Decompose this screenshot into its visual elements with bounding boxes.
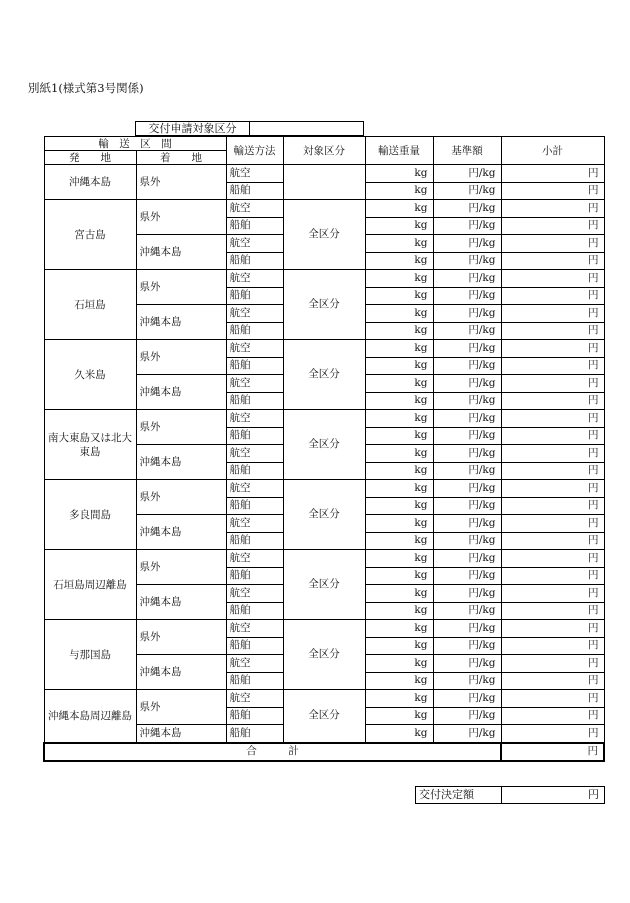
- rate-input[interactable]: 円/kg: [433, 515, 501, 533]
- category-cell: 全区分: [283, 340, 365, 410]
- destination-cell: 県外: [136, 620, 226, 655]
- weight-input[interactable]: kg: [365, 165, 433, 183]
- method-cell: 船舶: [226, 602, 283, 620]
- category-cell: [283, 165, 365, 200]
- total-amount[interactable]: 円: [501, 743, 604, 761]
- weight-input[interactable]: kg: [365, 462, 433, 480]
- method-cell: 船舶: [226, 182, 283, 200]
- category-cell: 全区分: [283, 410, 365, 480]
- weight-input[interactable]: kg: [365, 637, 433, 655]
- grant-decision-amount[interactable]: 円: [502, 787, 605, 804]
- weight-input[interactable]: kg: [365, 620, 433, 638]
- subtotal-input[interactable]: 円: [501, 515, 604, 533]
- category-cell: 全区分: [283, 200, 365, 270]
- method-cell: 船舶: [226, 672, 283, 690]
- weight-input[interactable]: kg: [365, 322, 433, 340]
- method-cell: 船舶: [226, 357, 283, 375]
- subtotal-input[interactable]: 円: [501, 655, 604, 673]
- subtotal-input[interactable]: 円: [501, 480, 604, 498]
- rate-input[interactable]: 円/kg: [433, 235, 501, 253]
- method-cell: 航空: [226, 690, 283, 708]
- header-origin: 発 地: [44, 151, 136, 165]
- application-category-box: [135, 121, 364, 136]
- subtotal-input[interactable]: 円: [501, 497, 604, 515]
- grant-decision-label: 交付決定額: [416, 787, 502, 804]
- weight-input[interactable]: kg: [365, 305, 433, 323]
- header-subtotal: 小計: [501, 137, 604, 165]
- rate-input[interactable]: 円/kg: [433, 165, 501, 183]
- weight-input[interactable]: kg: [365, 235, 433, 253]
- weight-input[interactable]: kg: [365, 427, 433, 445]
- method-cell: 航空: [226, 305, 283, 323]
- origin-cell: 南大東島又は北大東島: [44, 410, 136, 480]
- weight-input[interactable]: kg: [365, 357, 433, 375]
- method-cell: 船舶: [226, 567, 283, 585]
- subtotal-input[interactable]: 円: [501, 217, 604, 235]
- destination-cell: 沖縄本島: [136, 375, 226, 410]
- destination-cell: 沖縄本島: [136, 725, 226, 743]
- destination-cell: 県外: [136, 200, 226, 235]
- weight-input[interactable]: kg: [365, 707, 433, 725]
- rate-input[interactable]: 円/kg: [433, 392, 501, 410]
- destination-cell: 県外: [136, 410, 226, 445]
- subtotal-input[interactable]: 円: [501, 392, 604, 410]
- destination-cell: 沖縄本島: [136, 445, 226, 480]
- subtotal-input[interactable]: 円: [501, 322, 604, 340]
- weight-input[interactable]: kg: [365, 217, 433, 235]
- weight-input[interactable]: kg: [365, 182, 433, 200]
- subtotal-input[interactable]: 円: [501, 602, 604, 620]
- method-cell: 航空: [226, 445, 283, 463]
- rate-input[interactable]: 円/kg: [433, 672, 501, 690]
- rate-input[interactable]: 円/kg: [433, 497, 501, 515]
- method-cell: 船舶: [226, 462, 283, 480]
- subtotal-input[interactable]: 円: [501, 672, 604, 690]
- subtotal-input[interactable]: 円: [501, 707, 604, 725]
- subtotal-input[interactable]: 円: [501, 270, 604, 288]
- method-cell: 船舶: [226, 322, 283, 340]
- destination-cell: 県外: [136, 690, 226, 725]
- weight-input[interactable]: kg: [365, 392, 433, 410]
- origin-cell: 多良間島: [44, 480, 136, 550]
- rate-input[interactable]: 円/kg: [433, 550, 501, 568]
- category-cell: 全区分: [283, 550, 365, 620]
- subtotal-input[interactable]: 円: [501, 165, 604, 183]
- category-cell: 全区分: [283, 690, 365, 743]
- method-cell: 船舶: [226, 287, 283, 305]
- header-row-1: [44, 137, 604, 151]
- method-cell: 航空: [226, 235, 283, 253]
- weight-input[interactable]: kg: [365, 200, 433, 218]
- weight-input[interactable]: kg: [365, 340, 433, 358]
- subtotal-input[interactable]: 円: [501, 252, 604, 270]
- method-cell: 航空: [226, 375, 283, 393]
- method-cell: 船舶: [226, 497, 283, 515]
- weight-input[interactable]: kg: [365, 287, 433, 305]
- method-cell: 航空: [226, 340, 283, 358]
- weight-input[interactable]: kg: [365, 672, 433, 690]
- rate-input[interactable]: 円/kg: [433, 445, 501, 463]
- weight-input[interactable]: kg: [365, 375, 433, 393]
- rate-input[interactable]: 円/kg: [433, 287, 501, 305]
- header-category: 対象区分: [283, 137, 365, 165]
- subtotal-input[interactable]: 円: [501, 182, 604, 200]
- rate-input[interactable]: 円/kg: [433, 322, 501, 340]
- rate-input[interactable]: 円/kg: [433, 200, 501, 218]
- method-cell: 航空: [226, 655, 283, 673]
- rate-input[interactable]: 円/kg: [433, 462, 501, 480]
- weight-input[interactable]: kg: [365, 567, 433, 585]
- header-weight: 輸送重量: [365, 137, 433, 165]
- table-row: [44, 480, 604, 498]
- weight-input[interactable]: kg: [365, 725, 433, 743]
- table-row: [44, 620, 604, 638]
- destination-cell: 沖縄本島: [136, 515, 226, 550]
- method-cell: 航空: [226, 200, 283, 218]
- subtotal-input[interactable]: 円: [501, 427, 604, 445]
- subtotal-input[interactable]: 円: [501, 637, 604, 655]
- subtotal-input[interactable]: 円: [501, 357, 604, 375]
- rate-input[interactable]: 円/kg: [433, 270, 501, 288]
- weight-input[interactable]: kg: [365, 550, 433, 568]
- destination-cell: 沖縄本島: [136, 235, 226, 270]
- rate-input[interactable]: 円/kg: [433, 427, 501, 445]
- weight-input[interactable]: kg: [365, 532, 433, 550]
- destination-cell: 県外: [136, 165, 226, 200]
- method-cell: 船舶: [226, 427, 283, 445]
- destination-cell: 沖縄本島: [136, 655, 226, 690]
- destination-cell: 県外: [136, 480, 226, 515]
- method-cell: 船舶: [226, 637, 283, 655]
- subtotal-input[interactable]: 円: [501, 375, 604, 393]
- rate-input[interactable]: 円/kg: [433, 357, 501, 375]
- destination-cell: 県外: [136, 550, 226, 585]
- weight-input[interactable]: kg: [365, 655, 433, 673]
- header-destination: 着 地: [136, 151, 226, 165]
- destination-cell: 沖縄本島: [136, 585, 226, 620]
- header-section: 輸 送 区 間: [44, 137, 226, 151]
- weight-input[interactable]: kg: [365, 410, 433, 428]
- method-cell: 船舶: [226, 217, 283, 235]
- document-label: 別紙1(様式第3号関係): [28, 81, 144, 95]
- origin-cell: 久米島: [44, 340, 136, 410]
- rate-input[interactable]: 円/kg: [433, 655, 501, 673]
- table-row: [44, 340, 604, 358]
- origin-cell: 石垣島: [44, 270, 136, 340]
- weight-input[interactable]: kg: [365, 690, 433, 708]
- weight-input[interactable]: kg: [365, 252, 433, 270]
- subtotal-input[interactable]: 円: [501, 550, 604, 568]
- destination-cell: 沖縄本島: [136, 305, 226, 340]
- method-cell: 船舶: [226, 252, 283, 270]
- table-row: [44, 165, 604, 183]
- rate-input[interactable]: 円/kg: [433, 532, 501, 550]
- method-cell: 航空: [226, 550, 283, 568]
- rate-input[interactable]: 円/kg: [433, 305, 501, 323]
- rate-input[interactable]: 円/kg: [433, 620, 501, 638]
- transport-table: [43, 136, 605, 762]
- rate-input[interactable]: 円/kg: [433, 690, 501, 708]
- category-cell: 全区分: [283, 270, 365, 340]
- method-cell: 航空: [226, 165, 283, 183]
- subtotal-input[interactable]: 円: [501, 620, 604, 638]
- table-row: [44, 410, 604, 428]
- weight-input[interactable]: kg: [365, 585, 433, 603]
- method-cell: 船舶: [226, 725, 283, 743]
- rate-input[interactable]: 円/kg: [433, 217, 501, 235]
- table-row: [44, 690, 604, 708]
- category-cell: 全区分: [283, 480, 365, 550]
- method-cell: 航空: [226, 620, 283, 638]
- total-label: 合 計: [44, 743, 501, 761]
- weight-input[interactable]: kg: [365, 270, 433, 288]
- table-row: [44, 550, 604, 568]
- subtotal-input[interactable]: 円: [501, 200, 604, 218]
- method-cell: 航空: [226, 585, 283, 603]
- subtotal-input[interactable]: 円: [501, 287, 604, 305]
- rate-input[interactable]: 円/kg: [433, 637, 501, 655]
- total-row: [44, 743, 604, 761]
- rate-input[interactable]: 円/kg: [433, 375, 501, 393]
- rate-input[interactable]: 円/kg: [433, 602, 501, 620]
- weight-input[interactable]: kg: [365, 480, 433, 498]
- origin-cell: 沖縄本島: [44, 165, 136, 200]
- category-cell: 全区分: [283, 620, 365, 690]
- subtotal-input[interactable]: 円: [501, 235, 604, 253]
- subtotal-input[interactable]: 円: [501, 305, 604, 323]
- rate-input[interactable]: 円/kg: [433, 567, 501, 585]
- rate-input[interactable]: 円/kg: [433, 585, 501, 603]
- method-cell: 船舶: [226, 707, 283, 725]
- rate-input[interactable]: 円/kg: [433, 182, 501, 200]
- subtotal-input[interactable]: 円: [501, 340, 604, 358]
- grant-decision-box: [415, 786, 605, 804]
- origin-cell: 沖縄本島周辺離島: [44, 690, 136, 743]
- method-cell: 航空: [226, 480, 283, 498]
- method-cell: 航空: [226, 270, 283, 288]
- rate-input[interactable]: 円/kg: [433, 480, 501, 498]
- rate-input[interactable]: 円/kg: [433, 252, 501, 270]
- rate-input[interactable]: 円/kg: [433, 707, 501, 725]
- subtotal-input[interactable]: 円: [501, 462, 604, 480]
- header-method: 輸送方法: [226, 137, 283, 165]
- subtotal-input[interactable]: 円: [501, 690, 604, 708]
- subtotal-input[interactable]: 円: [501, 532, 604, 550]
- subtotal-input[interactable]: 円: [501, 445, 604, 463]
- method-cell: 船舶: [226, 392, 283, 410]
- rate-input[interactable]: 円/kg: [433, 340, 501, 358]
- table-row: [44, 200, 604, 218]
- origin-cell: 石垣島周辺離島: [44, 550, 136, 620]
- origin-cell: 与那国島: [44, 620, 136, 690]
- subtotal-input[interactable]: 円: [501, 725, 604, 743]
- table-row: [44, 270, 604, 288]
- rate-input[interactable]: 円/kg: [433, 725, 501, 743]
- weight-input[interactable]: kg: [365, 602, 433, 620]
- destination-cell: 県外: [136, 340, 226, 375]
- application-category-label: 交付申請対象区分: [136, 122, 250, 135]
- header-rate: 基準額: [433, 137, 501, 165]
- weight-input[interactable]: kg: [365, 515, 433, 533]
- subtotal-input[interactable]: 円: [501, 585, 604, 603]
- method-cell: 航空: [226, 410, 283, 428]
- method-cell: 航空: [226, 515, 283, 533]
- destination-cell: 県外: [136, 270, 226, 305]
- subtotal-input[interactable]: 円: [501, 567, 604, 585]
- weight-input[interactable]: kg: [365, 445, 433, 463]
- weight-input[interactable]: kg: [365, 497, 433, 515]
- rate-input[interactable]: 円/kg: [433, 410, 501, 428]
- subtotal-input[interactable]: 円: [501, 410, 604, 428]
- method-cell: 船舶: [226, 532, 283, 550]
- origin-cell: 宮古島: [44, 200, 136, 270]
